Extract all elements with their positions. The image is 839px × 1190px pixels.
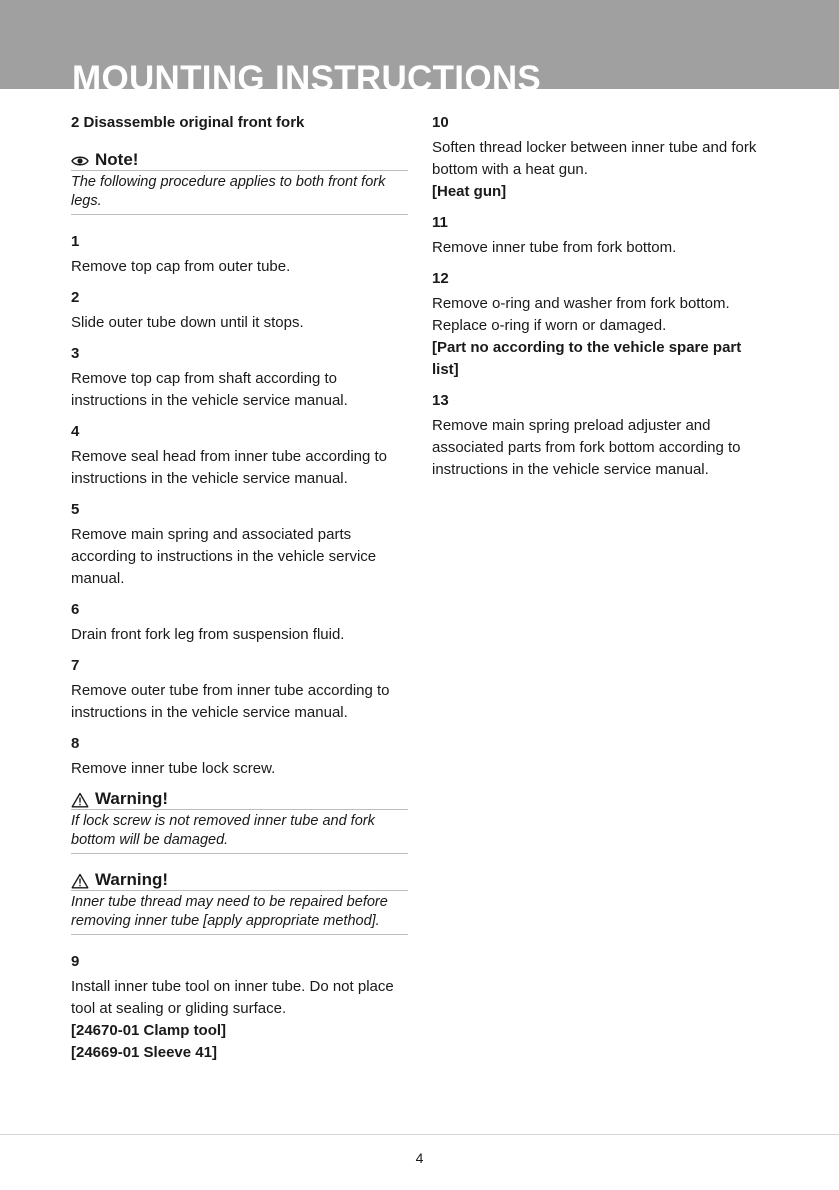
step-number: 8 [71,735,80,752]
step-text: Remove main spring and associated parts according to instructions in the vehicle service manual. [71,526,377,587]
step-5 [71,499,408,590]
warning-triangle-icon [71,792,89,808]
step-number: 10 [432,114,449,131]
step-text: Remove o-ring and washer from fork bottom. Replace o-ring if worn or damaged. [432,295,730,334]
tool-reference: [24670-01 Clamp tool] [71,1022,227,1039]
step-10 [432,112,772,203]
part-reference: [Part no according to the vehicle spare part list] [432,339,742,378]
left-column [71,112,408,1073]
step-11 [432,212,772,259]
step-text: Install inner tube tool on inner tube. Do not place tool at sealing or gliding surface. [71,978,394,1017]
step-13 [432,390,772,481]
warning-label: Warning! [95,789,169,808]
page-title: MOUNTING INSTRUCTIONS [72,59,542,89]
tool-reference: [24669-01 Sleeve 41] [71,1044,217,1061]
tool-reference: [Heat gun] [432,183,507,200]
step-text: Remove inner tube lock screw. [71,760,276,777]
step-4 [71,421,408,490]
step-text: Remove inner tube from fork bottom. [432,239,677,256]
step-number: 6 [71,601,80,618]
warning-callout [71,789,408,854]
eye-icon [71,153,89,169]
step-6 [71,599,408,646]
warning-triangle-icon [71,873,89,889]
step-2 [71,287,408,334]
header-band [0,0,839,89]
step-number: 5 [71,501,80,518]
step-8 [71,733,408,780]
step-text: Remove seal head from inner tube according to instructions in the vehicle service manual. [71,448,388,487]
step-12 [432,268,772,381]
step-number: 13 [432,392,449,409]
section-title: 2 Disassemble original front fork [71,114,305,131]
step-1 [71,231,408,278]
warning-text: If lock screw is not removed inner tube and fork bottom will be damaged. [71,810,408,854]
page-number: 4 [415,1150,424,1166]
warning-label: Warning! [95,870,169,889]
step-number: 11 [432,214,448,231]
step-text: Remove main spring preload adjuster and associated parts from fork bottom according to instructions in the vehicle service manual. [432,417,741,478]
step-number: 3 [71,345,80,362]
note-text: The following procedure applies to both front fork legs. [71,171,408,215]
step-text: Remove top cap from shaft according to instructions in the vehicle service manual. [71,370,348,409]
warning-callout [71,870,408,935]
step-9 [71,951,408,1064]
step-text: Drain front fork leg from suspension fluid. [71,626,345,643]
step-number: 2 [71,289,80,306]
warning-header [71,870,408,891]
note-header [71,150,408,171]
warning-header [71,789,408,810]
footer-divider [0,1134,839,1135]
step-text: Soften thread locker between inner tube and fork bottom with a heat gun. [432,139,757,178]
note-callout [71,150,408,215]
step-text: Remove top cap from outer tube. [71,258,291,275]
step-number: 7 [71,657,80,674]
step-number: 9 [71,953,80,970]
step-text: Remove outer tube from inner tube according to instructions in the vehicle service manual. [71,682,390,721]
step-number: 12 [432,270,449,287]
step-7 [71,655,408,724]
step-number: 1 [71,233,80,250]
step-text: Slide outer tube down until it stops. [71,314,304,331]
step-3 [71,343,408,412]
warning-text: Inner tube thread may need to be repaired before removing inner tube [apply appropriate method]. [71,891,408,935]
right-column [432,112,772,490]
step-number: 4 [71,423,80,440]
note-label: Note! [95,150,139,169]
